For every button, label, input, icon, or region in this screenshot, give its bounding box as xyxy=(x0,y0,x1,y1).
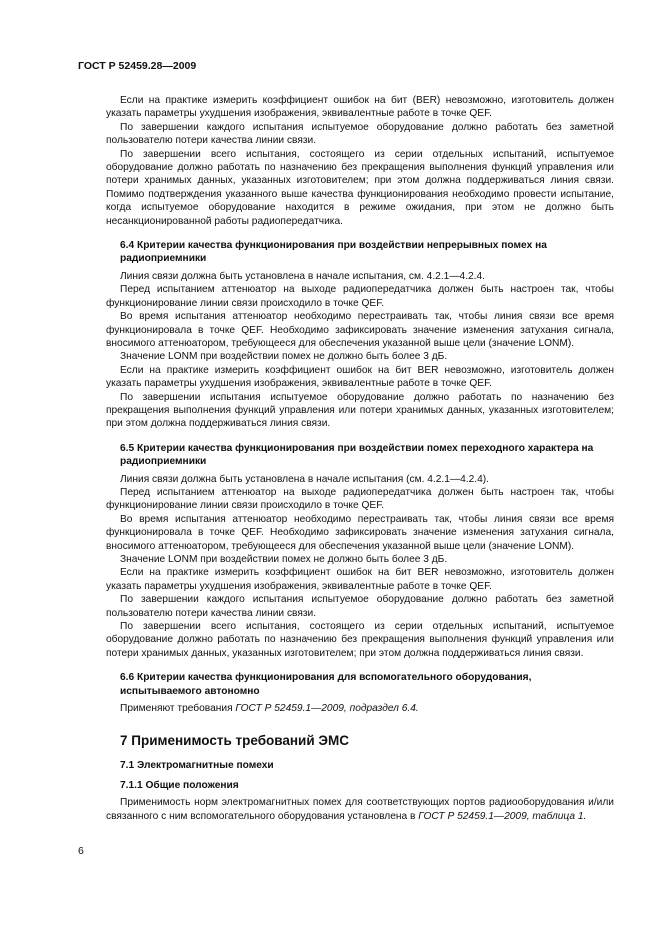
section-heading-7-1: 7.1 Электромагнитные помехи xyxy=(120,760,274,772)
reference-text: ГОСТ Р 52459.1—2009, таблица 1. xyxy=(418,810,587,822)
paragraph: Значение LONM при воздействии помех не должно быть более 3 дБ. xyxy=(120,554,448,565)
paragraph xyxy=(106,796,614,823)
paragraph: По завершении всего испытания, состоящего из серии отдельных испытаний, испытуемое оборудование должно работать по назначению без прекращения выполнения функций управления или потери хранимых данных, указанных изготовителем; при этом должна поддерживаться линия связи. Помимо подтверждения указанного выше качества функционирования необходимо провести испытание, когда испытуемое оборудование находится в режиме ожидания, при этом не должно быть несанкционированной работы радиопередатчика. xyxy=(106,148,614,227)
paragraph: По завершении всего испытания, состоящего из серии отдельных испытаний, испытуемое оборудование должно работать по назначению без прекращения выполнения функций управления или потери хранимых данных, указанных изготовителем; при этом должна поддерживаться линия связи. xyxy=(106,621,614,659)
paragraph: Перед испытанием аттенюатор на выходе радиопередатчика должен быть настроен так, чтобы функционирование линии связи происходило в точке QEF. xyxy=(106,284,614,309)
page-number: 6 xyxy=(78,845,84,857)
section-heading-6-5: 6.5 Критерии качества функционирования при воздействии помех переходного характера на радиоприемники xyxy=(120,442,594,468)
paragraph: Значение LONM при воздействии помех не должно быть более 3 дБ. xyxy=(120,351,448,363)
paragraph: Линия связи должна быть установлена в начале испытания, см. 4.2.1—4.2.4. xyxy=(120,270,486,282)
section-heading-6-4: 6.4 Критерии качества функционирования при воздействии непрерывных помех на радиоприемники xyxy=(120,240,547,265)
paragraph: Перед испытанием аттенюатор на выходе радиопередатчика должен быть настроен так, чтобы функционирование линии связи происходило в точке QEF. xyxy=(106,486,614,512)
section-heading-6-6: 6.6 Критерии качества функционирования для вспомогательного оборудования, испытываемого автономно xyxy=(120,672,532,697)
section-heading-7-1-1: 7.1.1 Общие положения xyxy=(120,779,239,791)
text-span: Применимость норм электромагнитных помех для соответствующих портов радиооборудования и/или связанного с ним вспомогательного оборудования установлена в xyxy=(106,797,614,822)
document-header: ГОСТ Р 52459.28—2009 xyxy=(78,60,197,72)
paragraph: Если на практике измерить коэффициент ошибок на бит (BER) невозможно, изготовитель должен указать параметры ухудшения изображения, эквивалентные работе в точке QEF. xyxy=(106,95,614,120)
text-span: Применяют требования xyxy=(120,703,236,715)
paragraph: Линия связи должна быть установлена в начале испытания (см. 4.2.1—4.2.4). xyxy=(120,473,489,485)
document-body xyxy=(106,94,614,823)
reference-text: ГОСТ Р 52459.1—2009, подраздел 6.4. xyxy=(235,703,419,715)
paragraph: Во время испытания аттенюатор необходимо перестраивать так, чтобы линия связи все время функционировала в точке QEF. Необходимо зафиксировать значение изменения затухания сигнала, вносимого аттенюатором, требующееся для обеспечения указанной выше цели (значение LONM). xyxy=(106,513,614,552)
paragraph: По завершении каждого испытания испытуемое оборудование должно работать без заметной пользователю потери качества линии связи. xyxy=(106,594,614,619)
paragraph: По завершении испытания испытуемое оборудование должно работать по назначению без прекращения выполнения функций управления или потери хранимых данных, указанных изготовителем; при этом должна поддерживаться линия связи. xyxy=(106,391,614,430)
paragraph xyxy=(106,702,614,715)
section-heading-7: 7 Применимость требований ЭМС xyxy=(120,733,350,749)
paragraph: Во время испытания аттенюатор необходимо перестраивать так, чтобы линия связи все время функционировала в точке QEF. Необходимо зафиксировать значение изменения затухания сигнала, вносимого аттенюатором, требующееся для обеспечения указанной выше цели (значение LONM). xyxy=(106,311,614,349)
paragraph: Если на практике измерить коэффициент ошибок на бит BER невозможно, изготовитель должен указать параметры ухудшения изображения, эквивалентные работе в точке QEF. xyxy=(106,567,614,592)
paragraph: По завершении каждого испытания испытуемое оборудование должно работать без заметной пользователю потери качества линии связи. xyxy=(106,121,614,147)
paragraph: Если на практике измерить коэффициент ошибок на бит BER невозможно, изготовитель должен указать параметры ухудшения изображения, эквивалентные работе в точке QEF. xyxy=(106,364,614,390)
